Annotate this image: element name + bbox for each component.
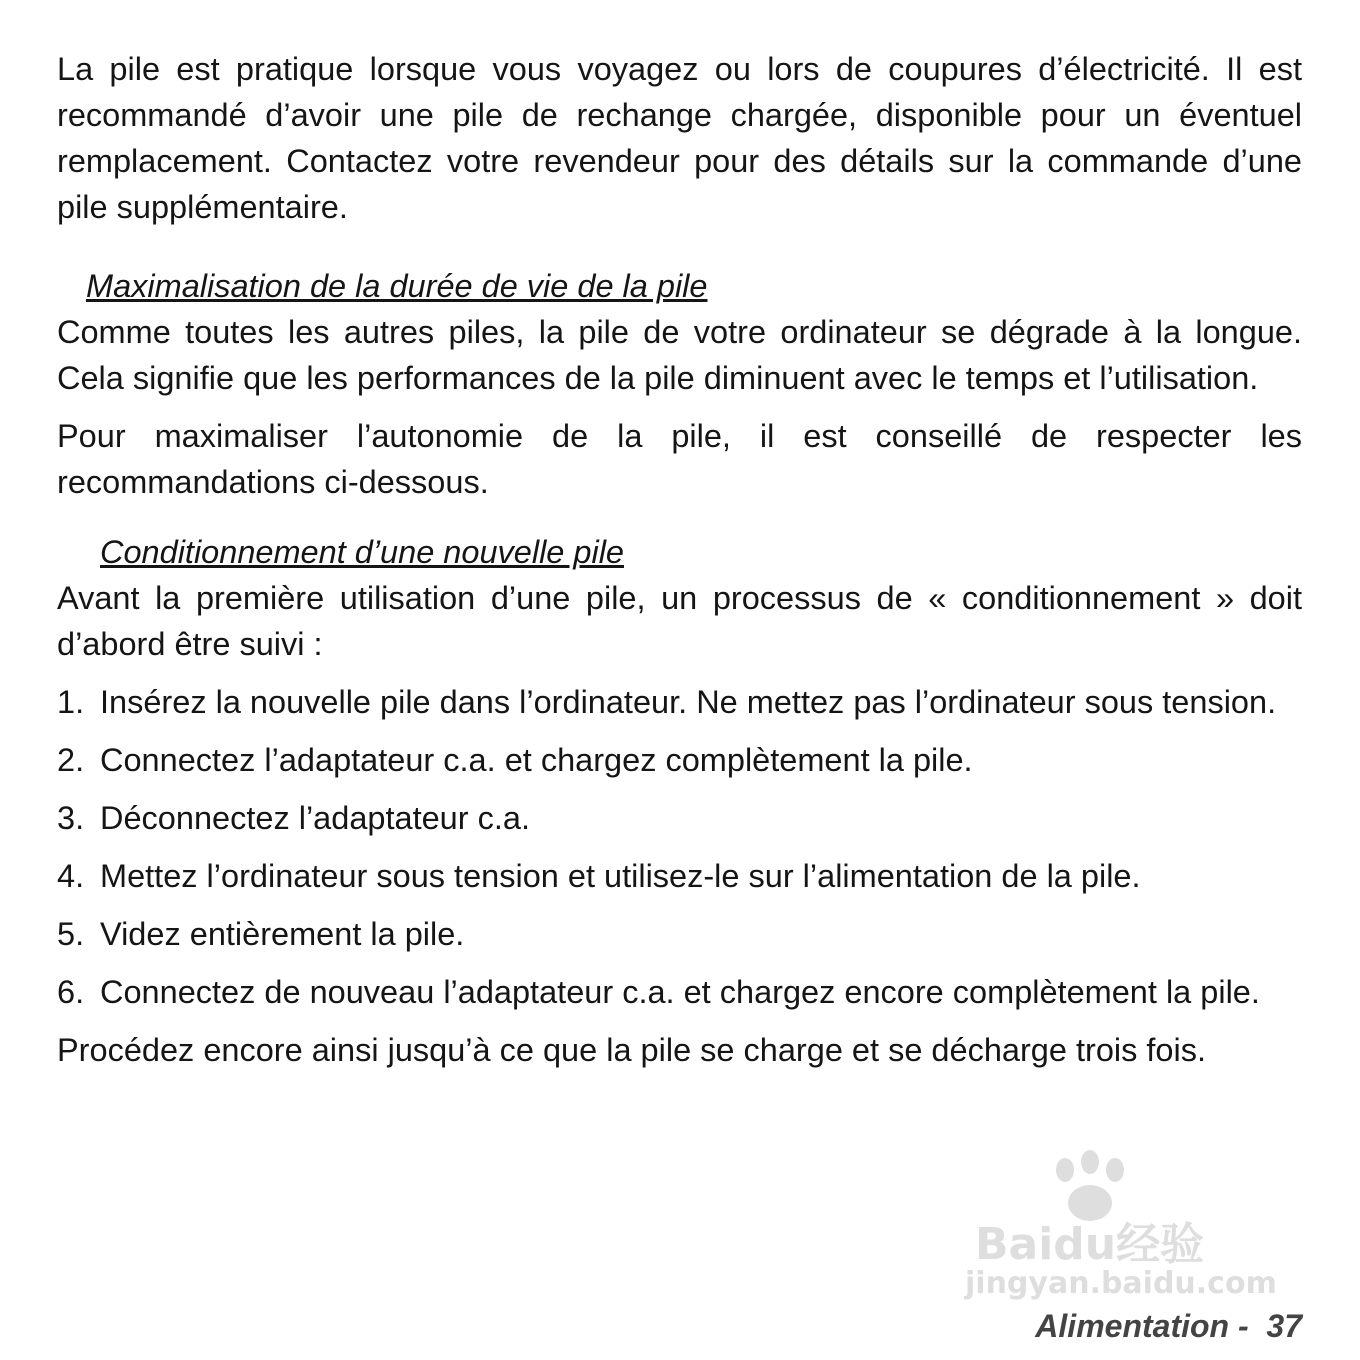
step-text: Connectez de nouveau l’adaptateur c.a. et chargez encore complètement la pile.	[100, 974, 1260, 1010]
footer-section-title: Alimentation -	[1035, 1308, 1249, 1344]
watermark-url: jingyan.baidu.com	[965, 1266, 1277, 1301]
baidu-watermark	[955, 1148, 1285, 1308]
section-heading-battery-life: Maximalisation de la durée de vie de la pile	[86, 268, 708, 304]
watermark-brand: Baidu经验	[975, 1219, 1205, 1270]
step-number: 1.	[57, 684, 85, 720]
step-text: Videz entièrement la pile.	[100, 916, 465, 952]
paw-icon	[1035, 1148, 1155, 1228]
step-number: 2.	[57, 742, 85, 778]
page-footer	[1035, 1303, 1302, 1349]
intro-paragraph: La pile est pratique lorsque vous voyagez ou lors de coupures d’électricité. Il est recommandé d’avoir une pile de rechange chargée, disponible pour un éventuel remplacement. Contactez votre revendeur pour des détails sur la commande d’une pile supplémentaire.	[57, 51, 1302, 225]
list-item	[57, 679, 1302, 725]
section-heading-conditioning: Conditionnement d’une nouvelle pile	[100, 534, 624, 570]
document-page	[57, 46, 1302, 1073]
step-number: 4.	[57, 858, 85, 894]
list-item	[57, 795, 1302, 841]
list-item	[57, 969, 1302, 1015]
closing-paragraph: Procédez encore ainsi jusqu’à ce que la pile se charge et se décharge trois fois.	[57, 1032, 1207, 1068]
conditioning-intro-paragraph: Avant la première utilisation d’une pile, un processus de « conditionnement » doit d’abord être suivi :	[57, 580, 1302, 662]
conditioning-steps-list	[57, 679, 1302, 1015]
page-number: 37	[1266, 1308, 1302, 1344]
list-item	[57, 737, 1302, 783]
list-item	[57, 853, 1302, 899]
step-text: Connectez l’adaptateur c.a. et chargez complètement la pile.	[100, 742, 973, 778]
recommendations-paragraph: Pour maximaliser l’autonomie de la pile, il est conseillé de respecter les recommandations ci-dessous.	[57, 418, 1302, 500]
step-text: Mettez l’ordinateur sous tension et utilisez-le sur l’alimentation de la pile.	[100, 858, 1141, 894]
step-text: Insérez la nouvelle pile dans l’ordinateur. Ne mettez pas l’ordinateur sous tension.	[100, 684, 1277, 720]
step-number: 5.	[57, 916, 85, 952]
battery-degradation-paragraph: Comme toutes les autres piles, la pile de votre ordinateur se dégrade à la longue. Cela signifie que les performances de la pile diminuent avec le temps et l’utilisation.	[57, 314, 1302, 396]
step-number: 6.	[57, 974, 85, 1010]
step-text: Déconnectez l’adaptateur c.a.	[100, 800, 530, 836]
list-item	[57, 911, 1302, 957]
step-number: 3.	[57, 800, 85, 836]
